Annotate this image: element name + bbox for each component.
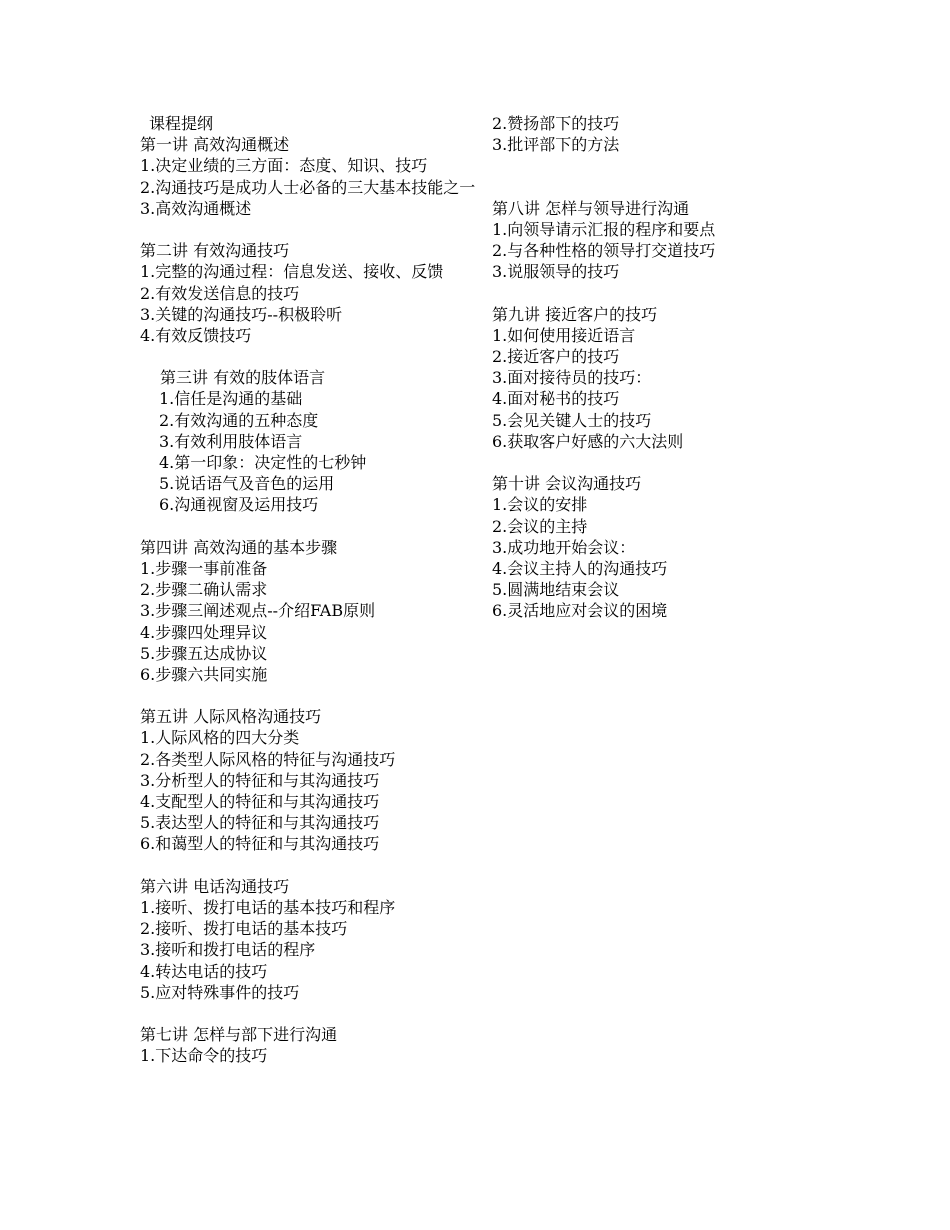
list-item: 6.和蔼型人的特征和与其沟通技巧	[140, 834, 380, 854]
list-item: 5.说话语气及音色的运用	[159, 474, 335, 494]
list-item: 2.各类型人际风格的特征与沟通技巧	[140, 749, 396, 769]
list-item: 4.会议主持人的沟通技巧	[492, 558, 668, 578]
spacer	[492, 452, 822, 473]
spacer	[140, 1003, 480, 1024]
list-item: 1.步骤一事前准备	[140, 558, 268, 578]
lecture-2-title: 第二讲 有效沟通技巧	[140, 241, 290, 261]
list-item: 3.接听和拨打电话的程序	[140, 940, 316, 960]
list-item: 4.有效反馈技巧	[140, 325, 252, 345]
list-item: 2.与各种性格的领导打交道技巧	[492, 241, 716, 261]
list-item: 4.转达电话的技巧	[140, 961, 268, 981]
list-item: 2.有效沟通的五种态度	[159, 410, 319, 430]
spacer	[140, 855, 480, 876]
lecture-3-title: 第三讲 有效的肢体语言	[160, 368, 326, 388]
list-item: 1.接听、拨打电话的基本技巧和程序	[140, 897, 396, 917]
list-item: 5.会见关键人士的技巧	[492, 410, 652, 430]
list-item: 3.关键的沟通技巧--积极聆听	[140, 304, 343, 324]
list-item: 1.人际风格的四大分类	[140, 728, 300, 748]
list-item: 5.表达型人的特征和与其沟通技巧	[140, 813, 380, 833]
list-item: 3.成功地开始会议：	[492, 537, 636, 557]
lecture-1-title: 第一讲 高效沟通概述	[140, 135, 290, 155]
list-item: 3.批评部下的方法	[492, 135, 620, 155]
list-item: 1.会议的安排	[492, 495, 588, 515]
list-item: 1.向领导请示汇报的程序和要点	[492, 219, 716, 239]
list-item: 2.接听、拨打电话的基本技巧	[140, 919, 348, 939]
list-item: 1.完整的沟通过程：信息发送、接收、反馈	[140, 262, 444, 282]
list-item: 2.步骤二确认需求	[140, 580, 268, 600]
list-item: 3.分析型人的特征和与其沟通技巧	[140, 770, 380, 790]
spacer	[492, 177, 822, 198]
list-item: 3.步骤三阐述观点--介绍FAB原则	[140, 601, 376, 621]
list-item: 1.决定业绩的三方面：态度、知识、技巧	[140, 156, 428, 176]
right-column	[492, 113, 822, 622]
list-item: 1.信任是沟通的基础	[159, 389, 303, 409]
lecture-7-title: 第七讲 怎样与部下进行沟通	[140, 1025, 338, 1045]
list-item: 6.获取客户好感的六大法则	[492, 431, 684, 451]
list-item: 3.说服领导的技巧	[492, 262, 620, 282]
list-item: 2.有效发送信息的技巧	[140, 283, 300, 303]
list-item: 3.有效利用肢体语言	[159, 431, 303, 451]
list-item: 4.支配型人的特征和与其沟通技巧	[140, 792, 380, 812]
spacer	[492, 283, 822, 304]
list-item: 4.步骤四处理异议	[140, 622, 268, 642]
list-item: 6.沟通视窗及运用技巧	[159, 495, 319, 515]
list-item: 4.第一印象：决定性的七秒钟	[159, 453, 367, 473]
list-item: 4.面对秘书的技巧	[492, 389, 620, 409]
left-column	[140, 113, 480, 1066]
list-item: 2.赞扬部下的技巧	[492, 114, 620, 133]
list-item: 3.高效沟通概述	[140, 198, 252, 218]
list-item: 2.会议的主持	[492, 516, 588, 536]
document-title: 课程提纲	[149, 114, 214, 133]
list-item: 2.接近客户的技巧	[492, 347, 620, 367]
spacer	[492, 155, 822, 176]
list-item: 5.步骤五达成协议	[140, 643, 268, 663]
lecture-6-title: 第六讲 电话沟通技巧	[140, 876, 290, 896]
lecture-9-title: 第九讲 接近客户的技巧	[492, 304, 658, 324]
list-item: 5.应对特殊事件的技巧	[140, 982, 300, 1002]
list-item: 2.沟通技巧是成功人士必备的三大基本技能之一	[140, 177, 476, 197]
spacer	[140, 516, 480, 537]
list-item: 5.圆满地结束会议	[492, 580, 620, 600]
list-item: 1.下达命令的技巧	[140, 1046, 268, 1066]
lecture-5-title: 第五讲 人际风格沟通技巧	[140, 707, 322, 727]
list-item: 6.步骤六共同实施	[140, 664, 268, 684]
list-item: 6.灵活地应对会议的困境	[492, 601, 668, 621]
spacer	[140, 685, 480, 706]
lecture-10-title: 第十讲 会议沟通技巧	[492, 474, 642, 494]
lecture-8-title: 第八讲 怎样与领导进行沟通	[492, 198, 690, 218]
list-item: 3.面对接待员的技巧：	[492, 368, 652, 388]
spacer	[140, 346, 480, 367]
list-item: 1.如何使用接近语言	[492, 325, 636, 345]
spacer	[140, 219, 480, 240]
lecture-4-title: 第四讲 高效沟通的基本步骤	[140, 537, 338, 557]
